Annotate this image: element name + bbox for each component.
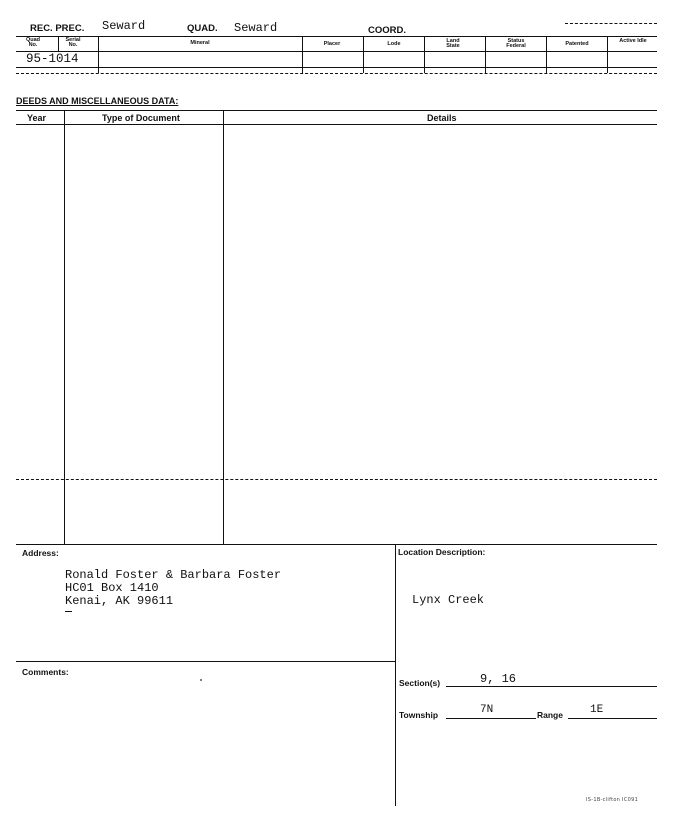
header-bottom-dash bbox=[16, 73, 657, 74]
comments-top-rule bbox=[16, 661, 395, 662]
col-serial-no: Serial No. bbox=[65, 37, 81, 48]
location-label: Location Description: bbox=[398, 547, 486, 557]
quad-serial-value: 95-1014 bbox=[26, 52, 79, 66]
header-mid-rule bbox=[16, 51, 657, 52]
col-status-federal: Status Federal bbox=[506, 38, 526, 49]
address-underline-mark bbox=[65, 611, 72, 612]
rec-prec-label: REC. PREC. bbox=[30, 23, 85, 34]
col-divider bbox=[485, 36, 486, 73]
deeds-bottom-rule bbox=[16, 544, 657, 545]
township-value: 7N bbox=[480, 704, 494, 716]
header-top-rule bbox=[16, 36, 657, 37]
sections-value: 9, 16 bbox=[480, 672, 517, 686]
col-divider bbox=[546, 36, 547, 73]
col-land-state: Land State bbox=[446, 38, 460, 49]
range-line bbox=[568, 718, 657, 719]
col-quad-no: Quad No. bbox=[25, 37, 41, 48]
deeds-section-title: DEEDS AND MISCELLANEOUS DATA: bbox=[16, 96, 179, 106]
form-stamp: IS-1B-clifton IC091 bbox=[586, 797, 639, 803]
col-active-idle: Active Idle bbox=[619, 38, 647, 44]
col-mineral: Mineral bbox=[190, 40, 210, 46]
range-label: Range bbox=[537, 710, 563, 720]
comments-label: Comments: bbox=[22, 667, 69, 677]
range-value: 1E bbox=[590, 704, 604, 716]
address-line: HC01 Box 1410 bbox=[65, 581, 159, 595]
col-lode: Lode bbox=[387, 41, 401, 47]
lower-divider bbox=[395, 544, 396, 806]
deeds-top-rule bbox=[16, 110, 657, 111]
header-low-rule bbox=[16, 67, 657, 68]
col-divider bbox=[302, 36, 303, 73]
address-block bbox=[65, 569, 281, 608]
location-value: Lynx Creek bbox=[412, 593, 485, 607]
col-divider bbox=[98, 36, 99, 73]
sections-line bbox=[446, 686, 657, 687]
quad-value: Seward bbox=[234, 21, 278, 35]
coord-dashed-line bbox=[565, 23, 657, 24]
rec-prec-value: Seward bbox=[102, 19, 146, 33]
deeds-dashed-rule bbox=[16, 479, 657, 480]
col-divider bbox=[363, 36, 364, 73]
address-line: Kenai, AK 99611 bbox=[65, 594, 174, 608]
deeds-col-details: Details bbox=[427, 113, 457, 123]
deeds-header-rule bbox=[16, 124, 657, 125]
col-patented: Patented bbox=[565, 41, 589, 47]
quad-label: QUAD. bbox=[187, 23, 218, 34]
township-label: Township bbox=[399, 710, 439, 720]
col-divider bbox=[424, 36, 425, 73]
col-divider bbox=[58, 36, 59, 51]
township-line bbox=[446, 718, 536, 719]
address-line: Ronald Foster & Barbara Foster bbox=[65, 568, 282, 582]
col-divider bbox=[607, 36, 608, 73]
sections-label: Section(s) bbox=[399, 678, 441, 688]
deeds-col-type: Type of Document bbox=[102, 113, 180, 123]
coord-label: COORD. bbox=[368, 25, 406, 36]
address-label: Address: bbox=[22, 548, 59, 558]
deeds-col-year: Year bbox=[27, 113, 47, 123]
comment-dot bbox=[200, 679, 202, 681]
col-placer: Placer bbox=[323, 41, 341, 47]
